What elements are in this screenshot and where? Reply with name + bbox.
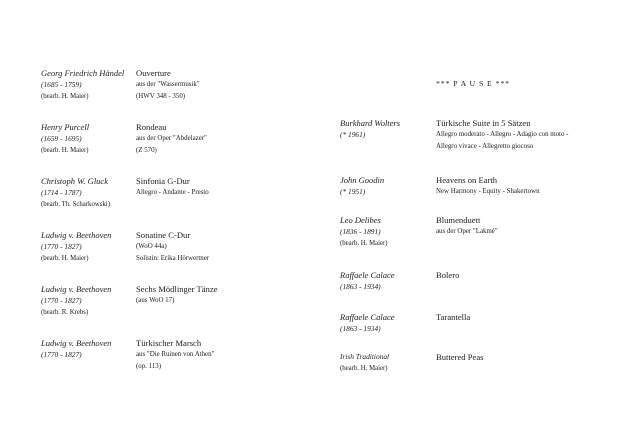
composer-name: Georg Friedrich Händel <box>41 68 125 78</box>
arranger: (bearb. H. Maier) <box>340 240 388 247</box>
piece-info <box>136 121 207 157</box>
intermission-label: *** P A U S E *** <box>436 79 510 88</box>
composer-info <box>340 174 384 198</box>
piece-info <box>136 283 217 307</box>
composer-name: Burkhard Wolters <box>340 118 401 128</box>
composer-years: (* 1961) <box>340 130 366 139</box>
composer-info <box>41 67 124 103</box>
composer-name: Henry Purcell <box>41 122 90 132</box>
composer-info <box>340 311 395 335</box>
piece-title: Bolero <box>436 270 460 280</box>
piece-detail: Allegro - Andante - Presto <box>136 189 209 196</box>
piece-title: Sinfonia G-Dur <box>136 176 190 186</box>
arranger: (bearb. H. Maier) <box>340 365 388 372</box>
piece-title: Türkische Suite in 5 Sätzen <box>436 118 531 128</box>
piece-info <box>436 269 459 281</box>
piece-detail: Solistin: Erika Hörwertner <box>136 255 210 262</box>
composer-name: John Goodin <box>340 175 385 185</box>
piece-title: Tarantella <box>436 312 471 322</box>
piece-detail: aus der "Wassermusik" <box>136 81 200 88</box>
piece-detail: aus der Oper "Lakmé" <box>436 228 498 235</box>
composer-years: (* 1951) <box>340 187 366 196</box>
composer-name: Ludwig v. Beethoven <box>41 284 112 294</box>
composer-name: Raffaele Calace <box>340 270 395 280</box>
composer-name: Leo Delibes <box>340 215 381 225</box>
piece-info <box>436 117 568 153</box>
piece-detail: (op. 113) <box>136 363 162 370</box>
composer-years: (1770 - 1827) <box>41 242 82 251</box>
piece-title: Türkischer Marsch <box>136 338 202 348</box>
composer-years: (1714 - 1787) <box>41 188 82 197</box>
piece-title: Rondeau <box>136 122 167 132</box>
composer-info <box>340 117 400 141</box>
piece-info <box>436 311 470 323</box>
piece-detail: (WoO 44a) <box>136 243 167 250</box>
piece-info <box>136 175 209 199</box>
piece-title: Heavens on Earth <box>436 175 498 185</box>
composer-info <box>340 214 388 250</box>
piece-detail: Allegro moderato - Allegro - Adagio con moto - <box>436 131 569 138</box>
piece-detail: (Z 570) <box>136 147 157 154</box>
piece-detail: New Harmony - Equity - Shakertown <box>436 188 540 195</box>
composer-info <box>41 283 111 319</box>
composer-info <box>41 175 110 211</box>
composer-name: Irish Traditional <box>340 352 390 361</box>
composer-years: (1659 - 1695) <box>41 134 82 143</box>
arranger: (bearb. H. Maier) <box>41 255 89 262</box>
piece-info <box>436 351 484 363</box>
piece-detail: (aus WoO 17) <box>136 297 175 304</box>
composer-name: Christoph W. Gluck <box>41 176 108 186</box>
piece-info <box>136 67 200 103</box>
piece-title: Blumenduett <box>436 215 481 225</box>
piece-title: Buttered Peas <box>436 352 484 362</box>
composer-years: (1863 - 1934) <box>340 282 381 291</box>
composer-name: Ludwig v. Beethoven <box>41 230 112 240</box>
arranger: (bearb. H. Maier) <box>41 93 89 100</box>
composer-info <box>41 229 111 265</box>
piece-title: Ouverture <box>136 68 171 78</box>
piece-title: Sechs Mödlinger Tänze <box>136 284 218 294</box>
piece-title: Sonatine C-Dur <box>136 230 191 240</box>
composer-info <box>41 121 89 157</box>
composer-years: (1863 - 1934) <box>340 324 381 333</box>
piece-detail: aus der Oper "Abdelazer" <box>136 135 207 142</box>
arranger: (bearb. R. Krebs) <box>41 309 89 316</box>
piece-info <box>136 337 214 373</box>
piece-detail: (HWV 348 - 350) <box>136 93 186 100</box>
composer-info <box>41 337 111 361</box>
piece-info <box>136 229 209 265</box>
piece-detail: aus "Die Ruinen von Athen" <box>136 351 215 358</box>
composer-years: (1770 - 1827) <box>41 350 82 359</box>
composer-info <box>340 351 389 375</box>
piece-detail: Allegro vivace - Allegretto giocoso <box>436 143 534 150</box>
piece-info <box>436 174 540 198</box>
composer-years: (1770 - 1827) <box>41 296 82 305</box>
arranger: (bearb. Th. Scharkowski) <box>41 201 110 208</box>
composer-name: Raffaele Calace <box>340 312 395 322</box>
piece-info <box>436 214 498 238</box>
composer-name: Ludwig v. Beethoven <box>41 338 112 348</box>
composer-years: (1836 - 1891) <box>340 227 381 236</box>
composer-years: (1685 - 1759) <box>41 80 82 89</box>
arranger: (bearb. H. Maier) <box>41 147 89 154</box>
composer-info <box>340 269 395 293</box>
